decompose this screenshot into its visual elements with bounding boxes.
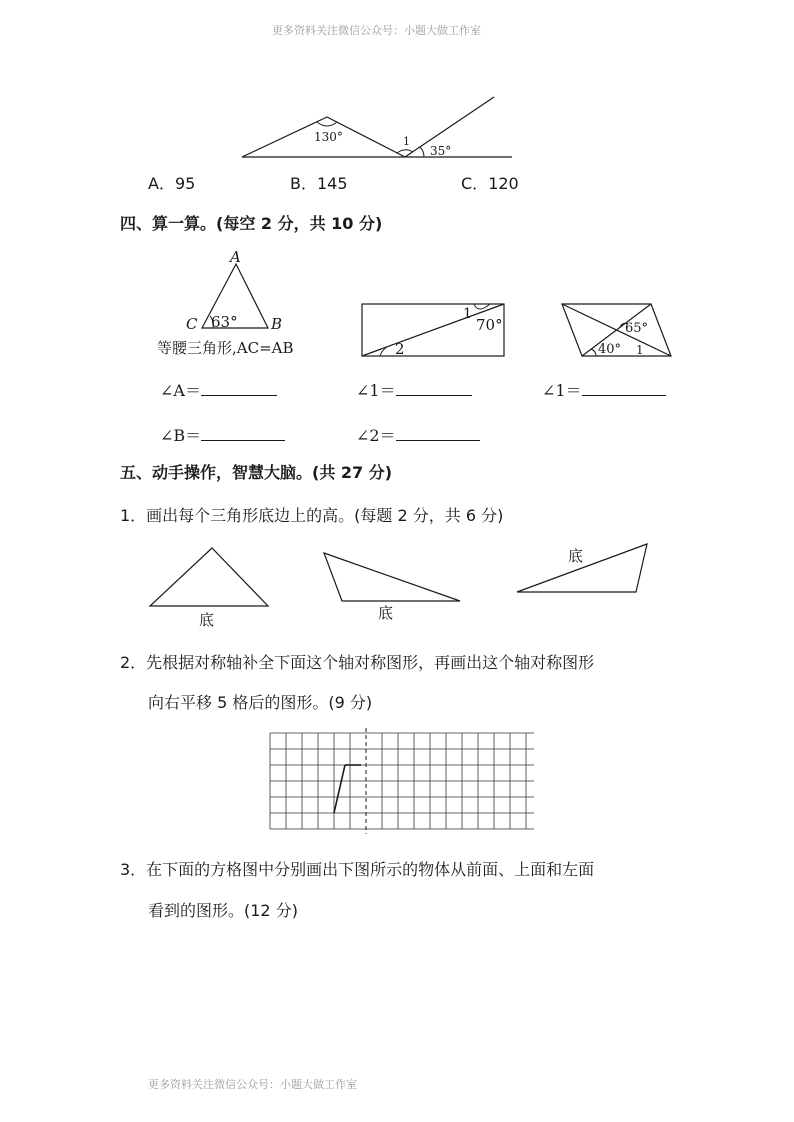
vertex-b-label: B bbox=[271, 315, 283, 333]
vertex-a-label: A bbox=[230, 248, 241, 266]
fig1-caption: 等腰三角形,AC=AB bbox=[157, 339, 294, 357]
fig3-angle-1-label: 1 bbox=[636, 343, 644, 357]
answer-angle-a-label: ∠A＝ bbox=[160, 381, 201, 400]
option-a-value: 95 bbox=[174, 174, 196, 193]
angle-63-label: 63° bbox=[211, 313, 238, 331]
option-b-value: 145 bbox=[316, 174, 348, 193]
answer-fig2-angle-2-label: ∠2＝ bbox=[356, 426, 396, 445]
option-c-letter: C． bbox=[461, 174, 489, 193]
q1-text: 1．画出每个三角形底边上的高。(每题 2 分，共 6 分) bbox=[120, 506, 504, 525]
fig2-angle-2-label: 2 bbox=[395, 340, 405, 358]
answer-fig2-angle-1-label: ∠1＝ bbox=[356, 381, 396, 400]
angle-130-label: 130° bbox=[314, 130, 343, 144]
angle-35-label: 35° bbox=[430, 144, 452, 158]
q3-text-line1: 3．在下面的方格图中分别画出下图所示的物体从前面、上面和左面 bbox=[120, 860, 595, 879]
option-b-letter: B． bbox=[290, 174, 317, 193]
q1-base-label-1: 底 bbox=[199, 611, 215, 629]
q1-base-label-2: 底 bbox=[378, 604, 394, 622]
section5-heading: 五、动手操作，智慧大脑。(共 27 分) bbox=[120, 463, 393, 482]
q3-text-line2: 看到的图形。(12 分) bbox=[148, 901, 298, 920]
section4-heading: 四、算一算。(每空 2 分，共 10 分) bbox=[120, 214, 383, 233]
q1-base-label-3: 底 bbox=[568, 547, 584, 565]
answer-angle-b-label: ∠B＝ bbox=[160, 426, 202, 445]
vertex-c-label: C bbox=[186, 315, 198, 333]
fig3-angle-40-label: 40° bbox=[598, 342, 622, 357]
answer-fig3-angle-1-label: ∠1＝ bbox=[542, 381, 582, 400]
fig2-angle-1-label: 1 bbox=[463, 306, 472, 322]
option-c-value: 120 bbox=[488, 174, 519, 193]
watermark-top: 更多资料关注微信公众号：小题大做工作室 bbox=[272, 24, 481, 37]
watermark-bottom: 更多资料关注微信公众号：小题大做工作室 bbox=[148, 1078, 357, 1091]
fig2-angle-70-label: 70° bbox=[476, 316, 503, 334]
q2-text-line1: 2．先根据对称轴补全下面这个轴对称图形，再画出这个轴对称图形 bbox=[120, 653, 595, 672]
angle-1-label: 1 bbox=[403, 135, 410, 148]
option-a-letter: A． bbox=[148, 174, 175, 193]
fig3-angle-65-label: 65° bbox=[625, 321, 649, 336]
q2-text-line2: 向右平移 5 格后的图形。(9 分) bbox=[148, 693, 373, 712]
